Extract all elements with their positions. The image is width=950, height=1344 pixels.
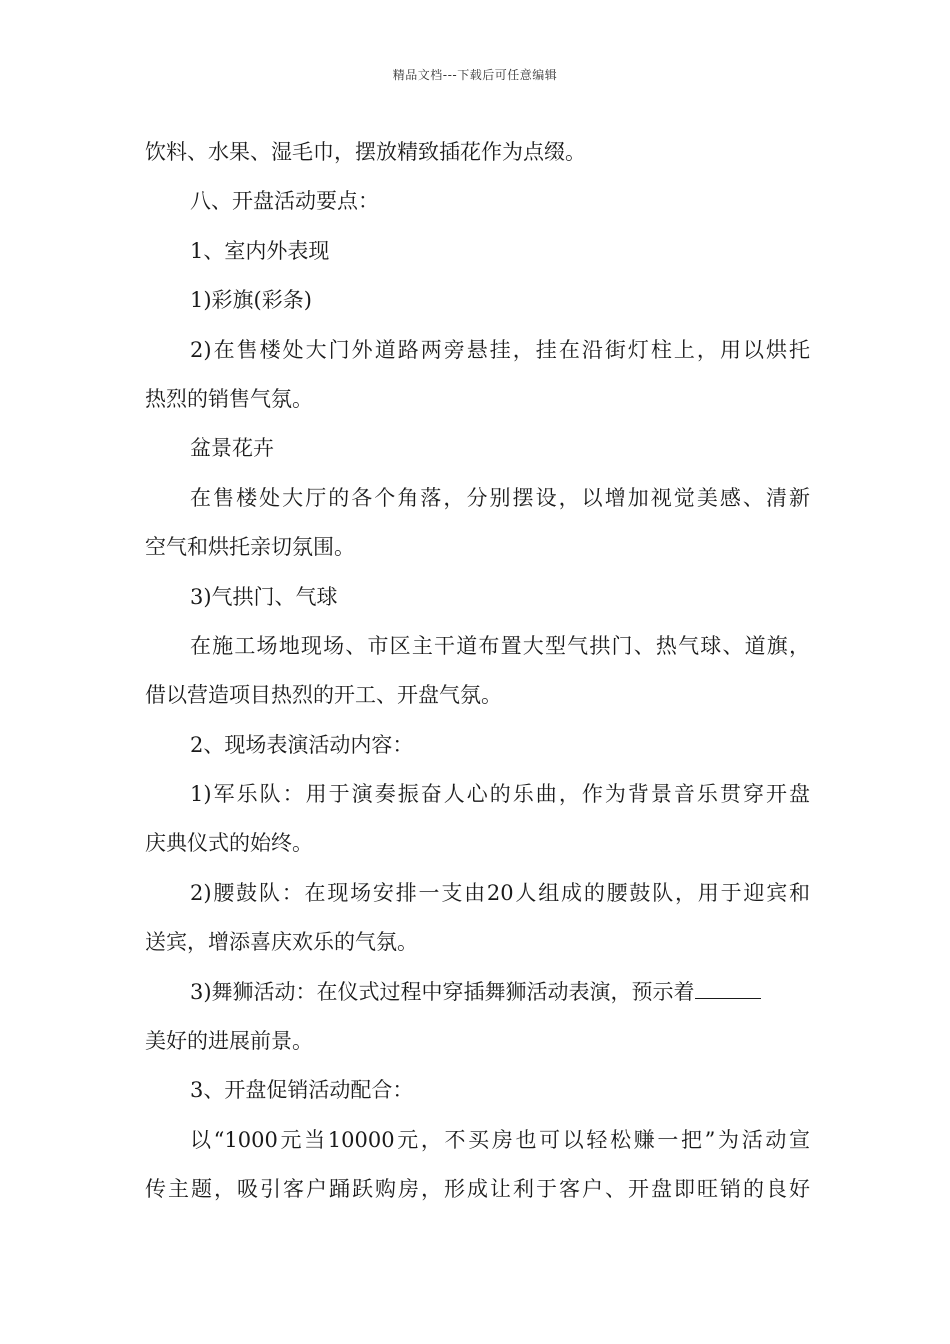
paragraph-line: 2)在售楼处大门外道路两旁悬挂，挂在沿街灯柱上，用以烘托 <box>190 337 810 362</box>
paragraph-line: 热烈的销售气氛。 <box>145 386 313 411</box>
subsection-heading: 3、开盘促销活动配合： <box>190 1078 414 1103</box>
section-heading: 八、开盘活动要点： <box>190 189 379 214</box>
fill-in-blank <box>695 976 761 999</box>
paragraph-line: 1)军乐队：用于演奏振奋人心的乐曲，作为背景音乐贯穿开盘 <box>190 782 810 807</box>
list-item-heading: 盆景花卉 <box>190 436 274 461</box>
paragraph-line-text: 3)舞狮活动：在仪式过程中穿插舞狮活动表演，预示着 <box>190 979 695 1004</box>
paragraph-line: 在售楼处大厅的各个角落，分别摆设，以增加视觉美感、清新 <box>190 485 810 510</box>
list-item-heading: 3)气拱门、气球 <box>190 584 338 609</box>
paragraph-line: 借以营造项目热烈的开工、开盘气氛。 <box>145 683 502 708</box>
paragraph-line <box>145 968 810 1017</box>
paragraph-line: 饮料、水果、湿毛巾，摆放精致插花作为点缀。 <box>145 140 586 164</box>
subsection-heading: 2、现场表演活动内容： <box>190 732 414 757</box>
subsection-heading: 1、室内外表现 <box>190 238 330 263</box>
paragraph-line: 2)腰鼓队：在现场安排一支由20人组成的腰鼓队，用于迎宾和 <box>190 880 810 905</box>
paragraph-line: 庆典仪式的始终。 <box>145 831 313 856</box>
paragraph-line: 在施工场地现场、市区主干道布置大型气拱门、热气球、道旗， <box>190 633 810 658</box>
page-header: 精品文档---下载后可任意编辑 <box>392 68 558 82</box>
paragraph-line: 送宾，增添喜庆欢乐的气氛。 <box>145 930 418 955</box>
document-body <box>145 128 810 1215</box>
paragraph-line: 传主题，吸引客户踊跃购房，形成让利于客户、开盘即旺销的良好 <box>145 1177 810 1202</box>
paragraph-line: 美好的进展前景。 <box>145 1029 313 1054</box>
paragraph-line: 以“1000元当10000元，不买房也可以轻松赚一把”为活动宣 <box>190 1127 810 1152</box>
paragraph-line: 空气和烘托亲切氛围。 <box>145 535 355 560</box>
list-item-heading: 1)彩旗(彩条) <box>190 288 312 313</box>
